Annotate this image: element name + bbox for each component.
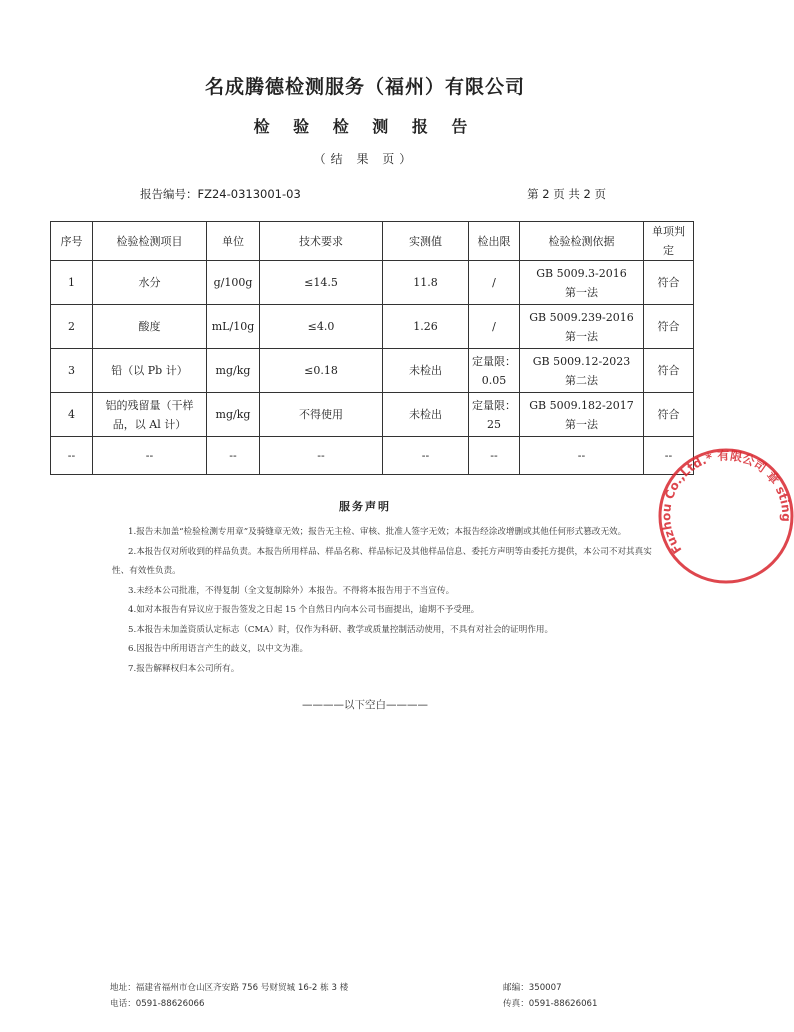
- service-clause: 2.本报告仅对所收到的样品负责。本报告所用样品、样品名称、样品标记及其他样品信息、委托方声明等由委托方提供，本公司不对其真实性、有效性负责。: [112, 546, 652, 576]
- cell-item: 铅（以 Pb 计）: [93, 349, 207, 393]
- cell-requirement: ≤0.18: [260, 349, 383, 393]
- col-header-detection-limit: 检出限: [469, 222, 520, 261]
- cell-seq: --: [51, 437, 93, 475]
- cell-requirement: ≤14.5: [260, 261, 383, 305]
- cell-item: 酸度: [93, 305, 207, 349]
- service-clauses: [112, 523, 656, 679]
- cell-requirement: --: [260, 437, 383, 475]
- cell-seq: 1: [51, 261, 93, 305]
- cell-measured: 1.26: [383, 305, 469, 349]
- cell-judgment: --: [644, 437, 694, 475]
- service-clause: 4.如对本报告有异议应于报告签发之日起 15 个自然日内向本公司书面提出，逾期不予受理。: [128, 605, 480, 615]
- col-header-unit: 单位: [207, 222, 260, 261]
- footer-phone: 电话：0591-88626066: [110, 999, 205, 1009]
- cell-measured: 11.8: [383, 261, 469, 305]
- service-statement-title: 服务声明: [339, 500, 391, 513]
- cell-unit: mL/10g: [207, 305, 260, 349]
- table-row: [51, 437, 694, 475]
- cell-requirement: 不得使用: [260, 393, 383, 437]
- table-row: [51, 305, 694, 349]
- end-of-report-mark: ————以下空白————: [302, 699, 428, 711]
- cell-detection-limit: 定量限： 0.05: [469, 349, 520, 393]
- cell-method: --: [520, 437, 644, 475]
- service-clause: 6.因报告中所用语言产生的歧义，以中文为准。: [128, 644, 309, 654]
- footer-postcode: 邮编：350007: [503, 983, 562, 993]
- cell-measured: 未检出: [383, 393, 469, 437]
- cell-measured: 未检出: [383, 349, 469, 393]
- cell-measured: --: [383, 437, 469, 475]
- col-header-judgment: 单项判定: [644, 222, 694, 261]
- cell-detection-limit: /: [469, 261, 520, 305]
- cell-unit: mg/kg: [207, 349, 260, 393]
- company-name: 名成腾德检测服务（福州）有限公司: [204, 76, 525, 98]
- cell-detection-limit: /: [469, 305, 520, 349]
- footer-address: 地址：福建省福州市仓山区齐安路 756 号财贸城 16-2 栋 3 楼: [110, 983, 349, 993]
- col-header-measured: 实测值: [383, 222, 469, 261]
- cell-method: GB 5009.182-2017 第一法: [520, 393, 644, 437]
- cell-seq: 3: [51, 349, 93, 393]
- table-row: [51, 261, 694, 305]
- report-number: 报告编号：FZ24-0313001-03: [140, 187, 301, 201]
- col-header-requirement: 技术要求: [260, 222, 383, 261]
- cell-unit: mg/kg: [207, 393, 260, 437]
- table-row: [51, 349, 694, 393]
- page-info: 第 2 页 共 2 页: [527, 187, 606, 201]
- cell-detection-limit: --: [469, 437, 520, 475]
- seal-text-path: Fuzhou Co.,Ltd.* 有限公司 章 sting: [659, 448, 794, 557]
- col-header-item: 检验检测项目: [93, 222, 207, 261]
- cell-method: GB 5009.3-2016 第一法: [520, 261, 644, 305]
- cell-method: GB 5009.239-2016 第一法: [520, 305, 644, 349]
- cell-detection-limit: 定量限： 25: [469, 393, 520, 437]
- service-clause: 7.报告解释权归本公司所有。: [128, 663, 240, 674]
- cell-unit: --: [207, 437, 260, 475]
- service-clause: 5.本报告未加盖资质认定标志（CMA）时，仅作为科研、教学或质量控制活动使用，不具有对社会的证明作用。: [128, 624, 554, 635]
- cell-requirement: ≤4.0: [260, 305, 383, 349]
- table-header-row: [51, 222, 694, 261]
- cell-judgment: 符合: [644, 393, 694, 437]
- service-clause: 1.报告未加盖“检验检测专用章”及骑缝章无效；报告无主检、审核、批准人签字无效；本报告经涂改增删或其他任何形式篡改无效。: [128, 527, 627, 537]
- cell-unit: g/100g: [207, 261, 260, 305]
- cell-judgment: 符合: [644, 305, 694, 349]
- cell-method: GB 5009.12-2023 第二法: [520, 349, 644, 393]
- footer-fax: 传真：0591-88626061: [503, 999, 598, 1009]
- cell-item: 水分: [93, 261, 207, 305]
- service-clause: 3.未经本公司批准，不得复制（全文复制除外）本报告。不得将本报告用于不当宣传。: [128, 585, 455, 596]
- report-subtitle: （结 果 页）: [313, 152, 417, 166]
- cell-item: --: [93, 437, 207, 475]
- table-row: [51, 393, 694, 437]
- cell-item: 铝的残留量（干样品，以 Al 计）: [93, 393, 207, 437]
- col-header-method: 检验检测依据: [520, 222, 644, 261]
- report-title: 检 验 检 测 报 告: [253, 117, 477, 136]
- seal-text: [659, 447, 793, 556]
- cell-seq: 2: [51, 305, 93, 349]
- cell-seq: 4: [51, 393, 93, 437]
- results-table: [50, 221, 694, 475]
- cell-judgment: 符合: [644, 349, 694, 393]
- company-seal-stamp: [654, 446, 794, 586]
- col-header-seq: 序号: [51, 222, 93, 261]
- cell-judgment: 符合: [644, 261, 694, 305]
